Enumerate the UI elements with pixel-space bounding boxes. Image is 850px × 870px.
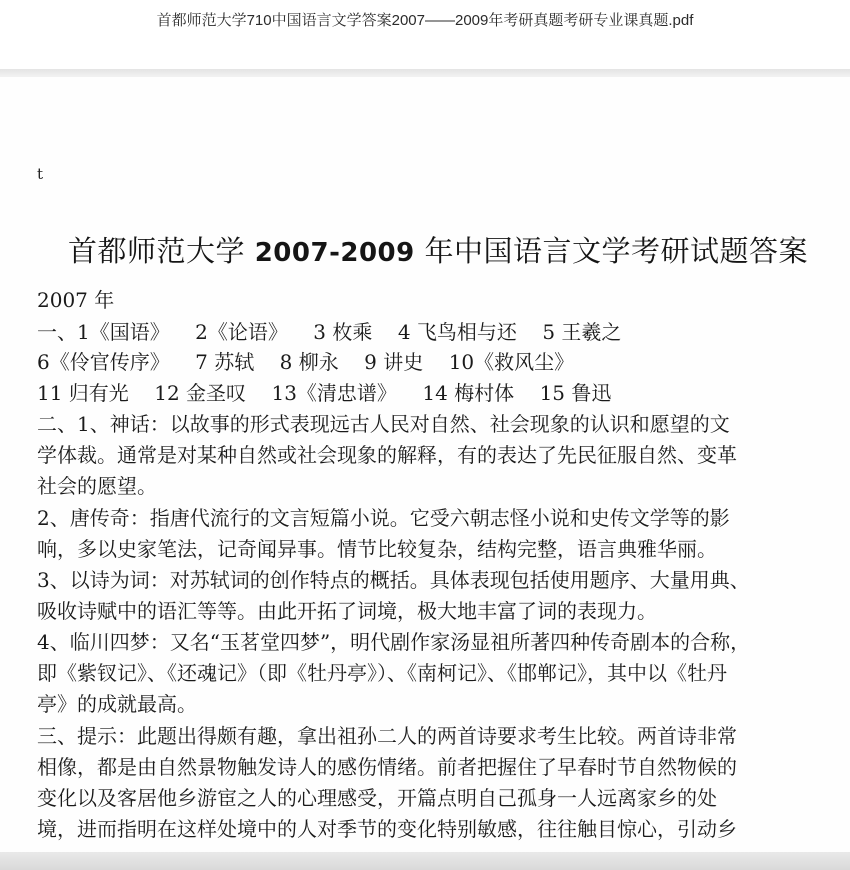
heading-years: 2007-2009	[254, 238, 415, 268]
text-line: 即《紫钗记》、《还魂记》（即《牡丹亭》）、《南柯记》、《邯郸记》，其中以《牡丹	[37, 661, 727, 685]
text-line: 2007 年	[37, 288, 115, 312]
document-title: 首都师范大学710中国语言文学答案2007——2009年考研真题考研专业课真题.pdf	[156, 12, 694, 29]
text-line: 学体裁。通常是对某种自然或社会现象的解释，有的表达了先民征服自然、变革	[37, 443, 737, 467]
text-line: 三、提示：此题出得颇有趣，拿出祖孙二人的两首诗要求考生比较。两首诗非常	[37, 724, 737, 748]
stray-mark: t	[37, 165, 44, 183]
text-line: 二、1、神话：以故事的形式表现远古人民对自然、社会现象的认识和愿望的文	[37, 412, 730, 436]
text-line: 社会的愿望。	[37, 474, 157, 498]
text-line: 相像，都是由自然景物触发诗人的感伤情绪。前者把握住了早春时节自然物候的	[37, 755, 737, 779]
text-line: 6《伶官传序》 7 苏轼 8 柳永 9 讲史 10《救风尘》	[37, 350, 575, 374]
text-line: 响，多以史家笔法，记奇闻异事。情节比较复杂，结构完整，语言典雅华丽。	[37, 537, 717, 561]
text-line: 变化以及客居他乡游宦之人的心理感受，开篇点明自己孤身一人远离家乡的处	[37, 786, 717, 810]
text-line: 11 归有光 12 金圣叹 13《清忠谱》 14 梅村体 15 鲁迅	[37, 381, 612, 405]
text-line: 一、1《国语》 2《论语》 3 枚乘 4 飞鸟相与还 5 王羲之	[37, 320, 622, 344]
title-divider	[0, 69, 850, 77]
page-heading	[68, 229, 808, 270]
text-line: 2、唐传奇：指唐代流行的文言短篇小说。它受六朝志怪小说和史传文学等的影	[37, 506, 730, 530]
text-line: 吸收诗赋中的语汇等等。由此开拓了词境，极大地丰富了词的表现力。	[37, 599, 657, 623]
text-line: 境，进而指明在这样处境中的人对季节的变化特别敏感，往往触目惊心，引动乡	[37, 817, 737, 841]
text-line: 亭》的成就最高。	[37, 692, 197, 716]
title-bar	[0, 0, 850, 70]
bottom-scroll-edge	[0, 852, 850, 870]
pdf-viewer[interactable]	[0, 77, 850, 855]
text-line: 3、以诗为词：对苏轼词的创作特点的概括。具体表现包括使用题序、大量用典、	[37, 568, 750, 592]
text-line: 4、临川四梦：又名“玉茗堂四梦”，明代剧作家汤显祖所著四种传奇剧本的合称，	[37, 630, 751, 654]
heading-suffix: 年中国语言文学考研试题答案	[414, 234, 808, 268]
pdf-page	[0, 77, 850, 855]
heading-prefix: 首都师范大学	[68, 234, 255, 268]
